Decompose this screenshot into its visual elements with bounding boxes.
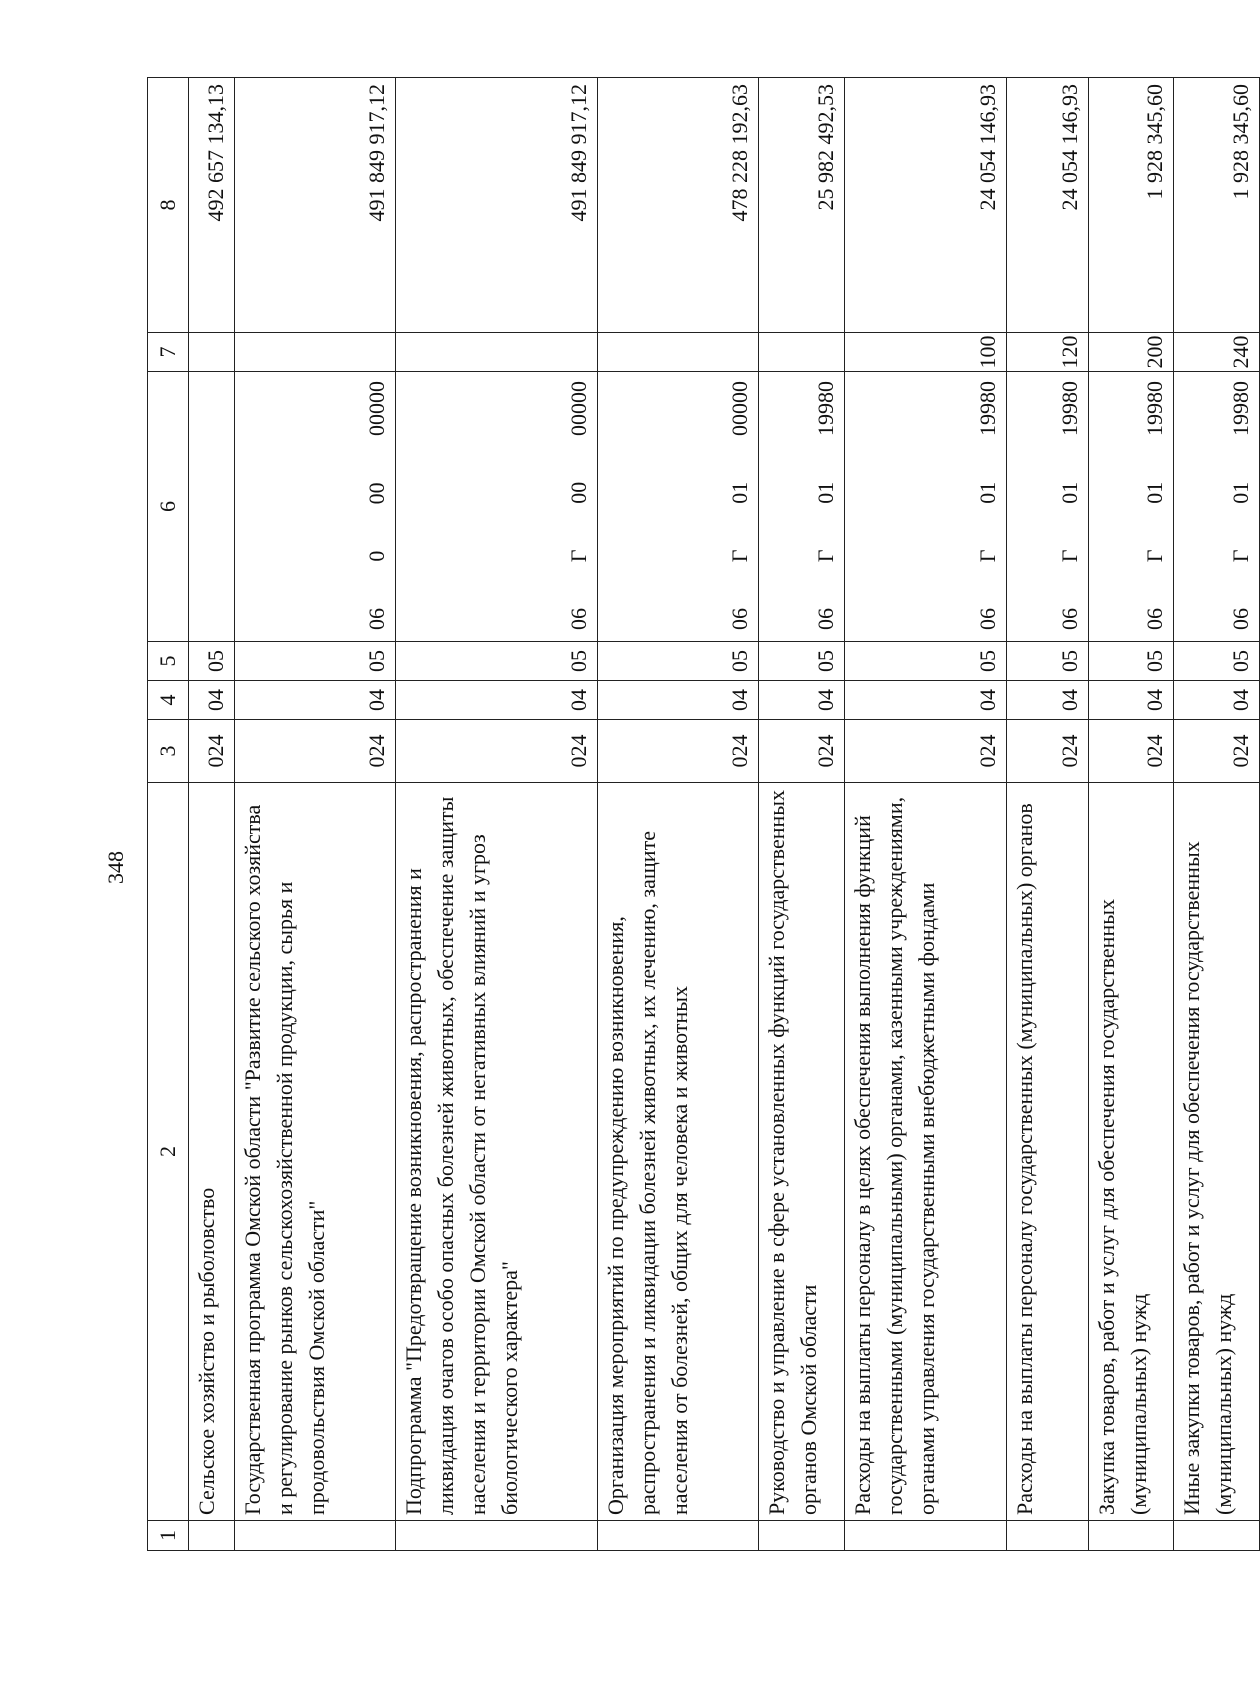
target-article-part: 01 bbox=[1056, 481, 1082, 504]
target-article-code bbox=[1225, 377, 1257, 636]
table-row bbox=[1088, 78, 1174, 1551]
subsection-cell: 05 bbox=[597, 642, 759, 681]
target-article-part: Г bbox=[1142, 549, 1168, 563]
table-row bbox=[234, 78, 396, 1551]
target-article-code bbox=[361, 377, 393, 636]
budget-table bbox=[147, 77, 1260, 1551]
target-article-code bbox=[563, 377, 595, 636]
admin-code-cell: 024 bbox=[844, 720, 1006, 783]
header-col-5: 5 bbox=[148, 642, 189, 681]
target-article-part: 06 bbox=[1056, 608, 1082, 630]
target-article-part: 01 bbox=[727, 481, 753, 504]
target-article-part: 01 bbox=[1228, 481, 1253, 504]
admin-code-cell: 024 bbox=[234, 720, 396, 783]
target-article-part: 01 bbox=[974, 481, 1000, 504]
table-row bbox=[1006, 78, 1088, 1551]
target-article-part: 06 bbox=[364, 608, 390, 630]
target-article-part: 19980 bbox=[812, 381, 838, 437]
target-article-part: Г bbox=[1056, 549, 1082, 563]
row-number-cell bbox=[1006, 1521, 1088, 1551]
target-article-cell bbox=[1174, 372, 1260, 642]
table-row bbox=[1174, 78, 1260, 1551]
target-article-part: 01 bbox=[1142, 481, 1168, 504]
target-article-code bbox=[810, 377, 842, 636]
target-article-part: 06 bbox=[727, 608, 753, 630]
row-number-cell bbox=[597, 1521, 759, 1551]
item-name-cell: Иные закупки товаров, работ и услуг для обеспечения государственных (муниципальных) нужд bbox=[1174, 783, 1260, 1521]
section-cell: 04 bbox=[759, 681, 845, 720]
target-article-part: 00000 bbox=[364, 381, 390, 437]
amount-cell: 478 228 192,63 bbox=[597, 78, 759, 333]
table-row bbox=[189, 78, 235, 1551]
target-article-part: 19980 bbox=[1142, 381, 1168, 437]
admin-code-cell: 024 bbox=[597, 720, 759, 783]
target-article-cell bbox=[1088, 372, 1174, 642]
expense-type-cell: 240 bbox=[1174, 333, 1260, 372]
table-row bbox=[597, 78, 759, 1551]
expense-type-cell bbox=[189, 333, 235, 372]
target-article-part: 06 bbox=[565, 608, 591, 630]
item-name-cell: Закупка товаров, работ и услуг для обеспечения государственных (муниципальных) нужд bbox=[1088, 783, 1174, 1521]
header-col-6: 6 bbox=[148, 372, 189, 642]
header-col-7: 7 bbox=[148, 333, 189, 372]
header-col-2: 2 bbox=[148, 783, 189, 1521]
target-article-part: 19980 bbox=[1228, 381, 1253, 437]
expense-type-cell: 100 bbox=[844, 333, 1006, 372]
target-article-code bbox=[972, 377, 1004, 636]
table-row bbox=[396, 78, 597, 1551]
amount-cell: 1 928 345,60 bbox=[1088, 78, 1174, 333]
row-number-cell bbox=[844, 1521, 1006, 1551]
section-cell: 04 bbox=[844, 681, 1006, 720]
target-article-part: 01 bbox=[812, 481, 838, 504]
header-col-1: 1 bbox=[148, 1521, 189, 1551]
target-article-part: Г bbox=[565, 549, 591, 563]
section-cell: 04 bbox=[234, 681, 396, 720]
section-cell: 04 bbox=[1006, 681, 1088, 720]
amount-cell: 24 054 146,93 bbox=[1006, 78, 1088, 333]
subsection-cell: 05 bbox=[396, 642, 597, 681]
admin-code-cell: 024 bbox=[189, 720, 235, 783]
amount-cell: 25 982 492,53 bbox=[759, 78, 845, 333]
table-body bbox=[148, 78, 1260, 1551]
row-number-cell bbox=[396, 1521, 597, 1551]
target-article-part: 06 bbox=[974, 608, 1000, 630]
item-name-cell: Сельское хозяйство и рыболовство bbox=[189, 783, 235, 1521]
target-article-part: Г bbox=[812, 549, 838, 563]
section-cell: 04 bbox=[396, 681, 597, 720]
amount-cell: 1 928 345,60 bbox=[1174, 78, 1260, 333]
table-row bbox=[759, 78, 845, 1551]
subsection-cell: 05 bbox=[759, 642, 845, 681]
header-col-3: 3 bbox=[148, 720, 189, 783]
target-article-part: 06 bbox=[812, 608, 838, 630]
expense-type-cell bbox=[759, 333, 845, 372]
target-article-part: 06 bbox=[1142, 608, 1168, 630]
admin-code-cell: 024 bbox=[1006, 720, 1088, 783]
target-article-part: Г bbox=[974, 549, 1000, 563]
amount-cell: 492 657 134,13 bbox=[189, 78, 235, 333]
target-article-part: 00000 bbox=[565, 381, 591, 437]
target-article-part: 19980 bbox=[974, 381, 1000, 437]
header-row bbox=[148, 78, 189, 1551]
item-name-cell: Руководство и управление в сфере установленных функций государственных органов Омской области bbox=[759, 783, 845, 1521]
target-article-part: 00 bbox=[364, 482, 390, 505]
row-number-cell bbox=[234, 1521, 396, 1551]
amount-cell: 491 849 917,12 bbox=[234, 78, 396, 333]
target-article-part: Г bbox=[727, 549, 753, 563]
target-article-part: 00 bbox=[565, 481, 591, 504]
expense-type-cell bbox=[234, 333, 396, 372]
expense-type-cell: 200 bbox=[1088, 333, 1174, 372]
admin-code-cell: 024 bbox=[1174, 720, 1260, 783]
subsection-cell: 05 bbox=[234, 642, 396, 681]
target-article-code bbox=[1139, 377, 1171, 636]
row-number-cell bbox=[189, 1521, 235, 1551]
expense-type-cell: 120 bbox=[1006, 333, 1088, 372]
subsection-cell: 05 bbox=[1088, 642, 1174, 681]
expense-type-cell bbox=[597, 333, 759, 372]
admin-code-cell: 024 bbox=[759, 720, 845, 783]
amount-cell: 24 054 146,93 bbox=[844, 78, 1006, 333]
target-article-cell bbox=[844, 372, 1006, 642]
subsection-cell: 05 bbox=[844, 642, 1006, 681]
amount-cell: 491 849 917,12 bbox=[396, 78, 597, 333]
target-article-code bbox=[724, 377, 756, 636]
section-cell: 04 bbox=[1088, 681, 1174, 720]
header-col-8: 8 bbox=[148, 78, 189, 333]
item-name-cell: Расходы на выплаты персоналу государственных (муниципальных) органов bbox=[1006, 783, 1088, 1521]
section-cell: 04 bbox=[189, 681, 235, 720]
row-number-cell bbox=[1174, 1521, 1260, 1551]
target-article-cell bbox=[189, 372, 235, 642]
item-name-cell: Государственная программа Омской области "Развитие сельского хозяйства и регулирование рынков сельскохозяйственной продукции, сырья и продовольствия Омской области" bbox=[234, 783, 396, 1521]
target-article-code bbox=[1054, 377, 1086, 636]
target-article-part: Г bbox=[1228, 549, 1253, 563]
target-article-part: 0 bbox=[364, 550, 390, 562]
item-name-cell: Расходы на выплаты персоналу в целях обеспечения выполнения функций государственными (муниципальными) органами, казенными учреждениями, органами управления государственными внебюджетными фондами bbox=[844, 783, 1006, 1521]
target-article-part: 00000 bbox=[727, 381, 753, 437]
target-article-cell bbox=[597, 372, 759, 642]
admin-code-cell: 024 bbox=[396, 720, 597, 783]
target-article-cell bbox=[396, 372, 597, 642]
admin-code-cell: 024 bbox=[1088, 720, 1174, 783]
target-article-part: 19980 bbox=[1056, 381, 1082, 437]
expense-type-cell bbox=[396, 333, 597, 372]
target-article-cell bbox=[1006, 372, 1088, 642]
subsection-cell: 05 bbox=[189, 642, 235, 681]
header-col-4: 4 bbox=[148, 681, 189, 720]
item-name-cell: Подпрограмма "Предотвращение возникновения, распространения и ликвидация очагов особо опасных болезней животных, обеспечение защиты населения и территории Омской области от негативных влияний и угроз биологического характера" bbox=[396, 783, 597, 1521]
row-number-cell bbox=[759, 1521, 845, 1551]
rotated-table-wrapper bbox=[147, 78, 1260, 1551]
page-number: 348 bbox=[103, 851, 128, 885]
subsection-cell: 05 bbox=[1174, 642, 1260, 681]
table-row bbox=[844, 78, 1006, 1551]
row-number-cell bbox=[1088, 1521, 1174, 1551]
section-cell: 04 bbox=[1174, 681, 1260, 720]
target-article-cell bbox=[234, 372, 396, 642]
item-name-cell: Организация мероприятий по предупреждению возникновения, распространения и ликвидации болезней животных, их лечению, защите населения от болезней, общих для человека и животных bbox=[597, 783, 759, 1521]
subsection-cell: 05 bbox=[1006, 642, 1088, 681]
section-cell: 04 bbox=[597, 681, 759, 720]
target-article-part: 06 bbox=[1228, 608, 1253, 630]
target-article-cell bbox=[759, 372, 845, 642]
